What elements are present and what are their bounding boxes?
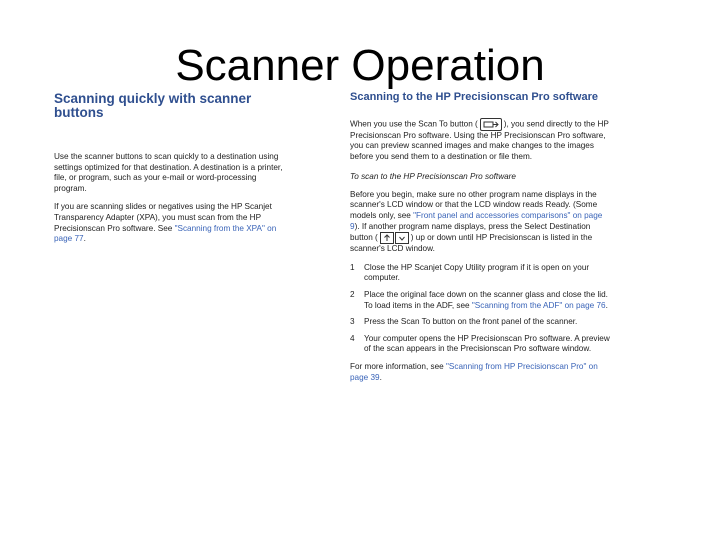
steps-list: [350, 263, 612, 355]
right-paragraph-1-b: ), you send directly to the HP Precisionscan Pro software. Using the HP Precisionscan Pro software, you can preview scanned images and make changes to the images before you send them to a destination or file them.: [350, 119, 609, 161]
step-number: 3: [350, 317, 355, 327]
step-number: 1: [350, 262, 355, 272]
step-2-text-a: Place the original face down on the scanner glass and close the lid. To load items in the ADF, see: [364, 290, 608, 310]
left-paragraph-2-text: If you are scanning slides or negatives using the HP Scanjet Transparency Adapter (XPA), you must scan from the HP Precisionscan Pro software. See: [54, 202, 272, 233]
link-scanning-from-xpa[interactable]: "Scanning from the XPA" on page 77: [54, 223, 277, 244]
left-paragraph-2-end: .: [83, 234, 86, 244]
link-scanning-from-adf[interactable]: "Scanning from the ADF" on page 76: [471, 300, 606, 310]
right-paragraph-2-a: Before you begin, make sure no other program name displays in the scanner's LCD window or that the LCD window reads Ready. (Some models only, see: [350, 189, 598, 221]
right-paragraph-1-a: When you use the Scan To button (: [350, 119, 478, 129]
left-paragraph-1: Use the scanner buttons to scan quickly to a destination using settings optimized for that destination. A destination is a printer, file, or program, such as your e-mail or word-processing program.: [54, 152, 283, 193]
left-column: [54, 92, 286, 253]
right-column: [350, 92, 612, 391]
right-heading: Scanning to the HP Precisionscan Pro software: [350, 91, 598, 103]
left-heading: Scanning quickly with scanner buttons: [54, 91, 252, 120]
step-number: 4: [350, 333, 355, 343]
more-info-end: .: [379, 372, 382, 382]
right-paragraph-2-b: ). If another program name displays, press the Select Destination button (: [350, 221, 591, 243]
slide-title: Scanner Operation: [175, 41, 545, 90]
right-paragraph-2: [350, 190, 612, 255]
select-destination-button-icon: [380, 232, 409, 244]
step-number: 2: [350, 290, 355, 300]
left-paragraph-2: [54, 202, 286, 244]
step-item: [350, 334, 612, 355]
step-item: [350, 317, 612, 328]
step-2-text-b: .: [605, 300, 608, 310]
step-item: [350, 290, 612, 311]
step-text: Your computer opens the HP Precisionscan Pro software. A preview of the scan appears in the Precisionscan Pro software window.: [364, 333, 610, 354]
link-scanning-from-precisionscan[interactable]: "Scanning from HP Precisionscan Pro" on page 39: [350, 362, 598, 382]
step-item: [350, 263, 612, 284]
more-info-text: For more information, see: [350, 362, 447, 371]
right-paragraph-1: [350, 118, 612, 163]
more-info-paragraph: [350, 362, 612, 383]
step-text: [364, 290, 612, 311]
right-subheading: To scan to the HP Precisionscan Pro software: [350, 172, 516, 182]
link-front-panel-comparisons[interactable]: "Front panel and accessories comparisons" on page 9: [350, 211, 603, 231]
scan-to-button-icon: [480, 118, 502, 131]
step-text: Press the Scan To button on the front panel of the scanner.: [364, 317, 578, 327]
right-paragraph-2-c: ) up or down until HP Precisionscan is listed in the scanner's LCD window.: [350, 233, 593, 254]
step-text: Close the HP Scanjet Copy Utility program if it is open on your computer.: [364, 262, 590, 283]
